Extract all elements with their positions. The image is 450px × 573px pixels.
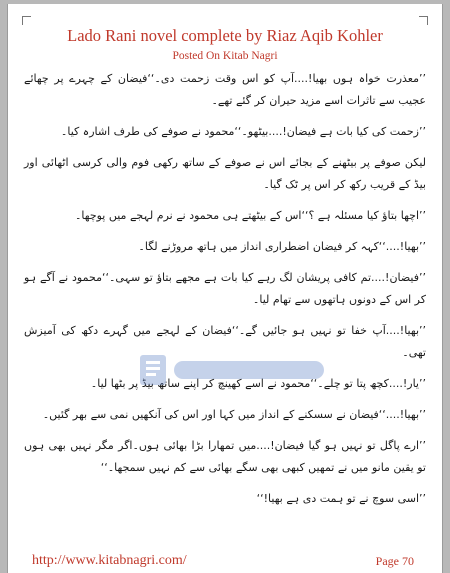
page-title: Lado Rani novel complete by Riaz Aqib Kohler	[67, 26, 383, 45]
paragraph: ’’فیضان!....تم کافی پریشان لگ رہے کیا بات ہے مجھے بتاؤ تو سہی۔‘‘محمود نے آگے ہو کر اس کے دونوں ہاتھوں سے تھام لیا۔	[24, 271, 426, 306]
paragraph: ’’بھیا!....آپ خفا تو نہیں ہو جائیں گے۔‘‘فیضان کے لہجے میں گہرے دکھ کی آمیزش تھی۔	[24, 324, 426, 359]
paragraph: ’’اچھا بتاؤ کیا مسئلہ ہے ؟‘‘اس کے بیٹھتے ہی محمود نے نرم لہجے میں پوچھا۔	[74, 209, 426, 222]
document-page	[7, 4, 443, 573]
paragraph: ’’معذرت خواہ ہوں بھیا!....آپ کو اس وقت زحمت دی۔‘‘فیضان کے چہرے پر چھائے عجیب سے تاثرات اسے مزید حیران کر گئے تھے۔	[24, 72, 426, 107]
page-subtitle: Posted On Kitab Nagri	[172, 50, 278, 62]
page-number: Page 70	[375, 554, 414, 568]
paragraph: لیکن صوفے پر بیٹھنے کے بجائے اس نے صوفے کے ساتھ رکھی فوم والی کرسی اٹھائی اور بیڈ کے قریب رکھ کر اس پر ٹک گیا۔	[24, 156, 426, 191]
paragraph: ’’بھیا!....‘‘فیضان نے سسکنے کے انداز میں کہا اور اس کی آنکھیں نمی سے بھر گئیں۔	[42, 408, 426, 421]
paragraph: ’’بھیا!....‘‘کہہ کر فیضان اضطراری انداز میں ہاتھ مروڑنے لگا۔	[138, 240, 426, 253]
paragraph: ’’زحمت کی کیا بات ہے فیضان!....بیٹھو۔‘‘محمود نے صوفے کی طرف اشارہ کیا۔	[60, 125, 426, 138]
paragraph: ’’اسی سوچ نے تو ہمت دی ہے بھیا!‘‘	[256, 492, 426, 505]
footer-website-link[interactable]: http://www.kitabnagri.com/	[32, 553, 187, 568]
paragraph: ’’ارے پاگل تو نہیں ہو گیا فیضان!....میں تمھارا بڑا بھائی ہوں۔اگر مگر نہیں بھی ہوں تو یقین مانو میں نے تمھیں کبھی بھی سگے بھائی سے کم نہیں سمجھا۔‘‘	[24, 439, 426, 474]
crop-mark-top-left	[22, 16, 31, 25]
paragraph: ’’یار!....کچھ پتا تو چلے۔‘‘محمود نے اسے کھینچ کر اپنے ساتھ بیڈ پر بٹھا لیا۔	[90, 377, 426, 390]
crop-mark-top-right	[419, 16, 428, 25]
page-body	[24, 68, 426, 519]
